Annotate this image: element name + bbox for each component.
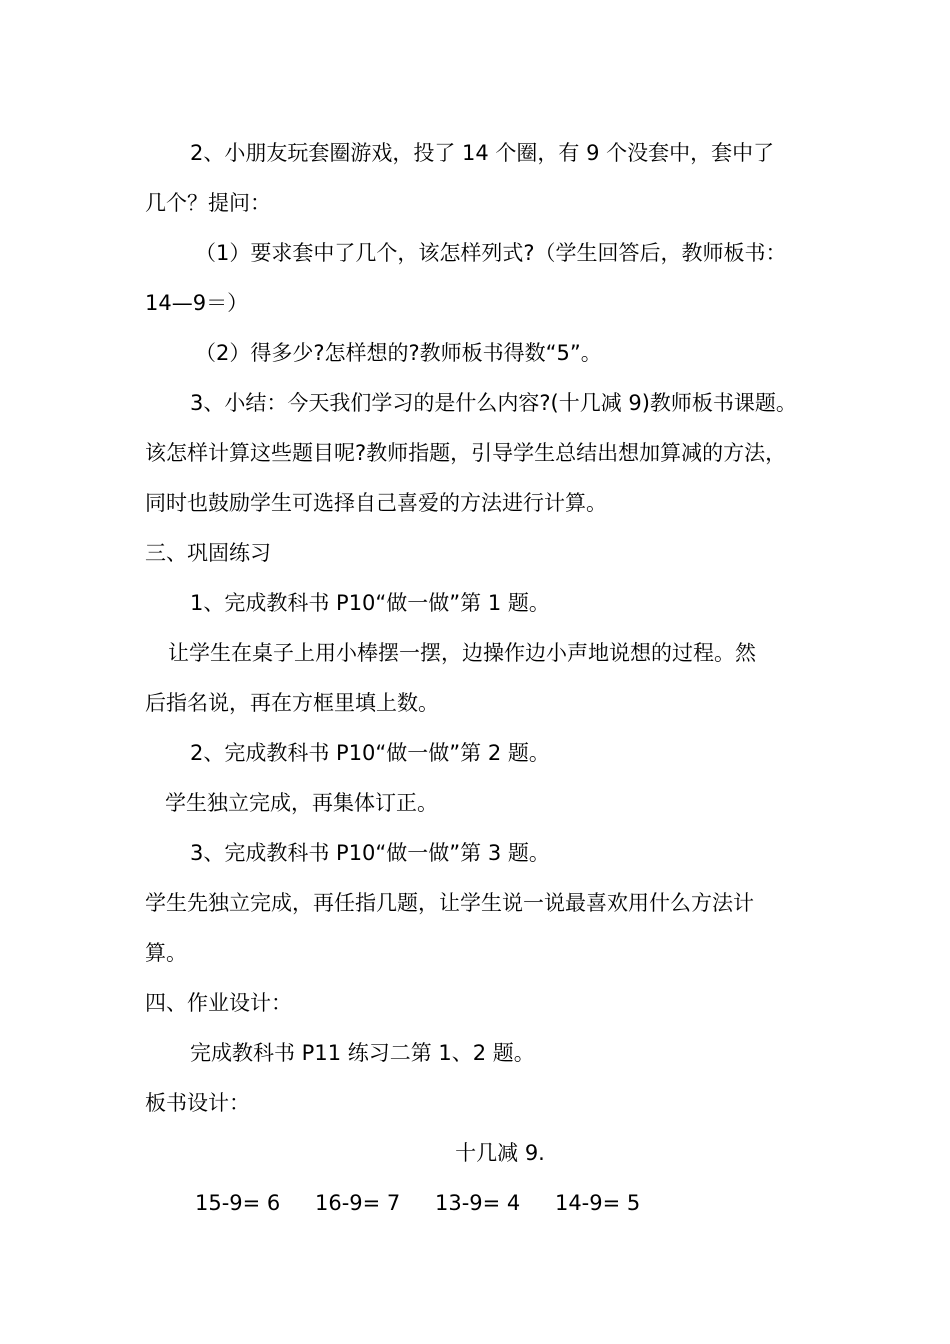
paragraph-line: 算。	[145, 941, 187, 965]
board-equation: 15-9= 6	[195, 1191, 281, 1215]
paragraph-line: 几个？提问：	[145, 191, 271, 215]
paragraph-line: 1、完成教科书 P10“做一做”第 1 题。	[190, 591, 550, 615]
paragraph-line: 14—9＝）	[145, 291, 249, 315]
paragraph-line: （1）要求套中了几个，该怎样列式?（学生回答后，教师板书：	[195, 241, 787, 265]
paragraph-line: 学生先独立完成，再任指几题，让学生说一说最喜欢用什么方法计	[145, 891, 754, 915]
paragraph-line: 完成教科书 P11 练习二第 1、2 题。	[190, 1041, 535, 1065]
paragraph-line: 3、小结：今天我们学习的是什么内容?(十几减 9)教师板书课题。	[190, 391, 797, 415]
paragraph-line: 2、小朋友玩套圈游戏，投了 14 个圈，有 9 个没套中，套中了	[190, 141, 775, 165]
paragraph-line: 学生独立完成，再集体订正。	[165, 791, 438, 815]
section-heading: 三、巩固练习	[145, 541, 271, 565]
board-title	[0, 1138, 950, 1168]
paragraph-line: 3、完成教科书 P10“做一做”第 3 题。	[190, 841, 550, 865]
section-heading: 板书设计：	[145, 1091, 250, 1115]
board-equation: 16-9= 7	[314, 1191, 401, 1215]
paragraph-line: 2、完成教科书 P10“做一做”第 2 题。	[190, 741, 550, 765]
board-equation: 14-9= 5	[554, 1191, 641, 1215]
paragraph-line: 后指名说，再在方框里填上数。	[145, 691, 439, 715]
paragraph-line: 同时也鼓励学生可选择自己喜爱的方法进行计算。	[145, 491, 607, 515]
paragraph-line: 该怎样计算这些题目呢?教师指题，引导学生总结出想加算减的方法，	[145, 441, 787, 465]
paragraph-line: 让学生在桌子上用小棒摆一摆，边操作边小声地说想的过程。然	[168, 641, 756, 665]
board-title-text: 十几减 9.	[455, 1141, 545, 1165]
paragraph-line: （2）得多少?怎样想的?教师板书得数“5”。	[195, 341, 602, 365]
board-equations	[195, 1188, 668, 1218]
section-heading: 四、作业设计：	[145, 991, 292, 1015]
board-equation: 13-9= 4	[434, 1191, 521, 1215]
